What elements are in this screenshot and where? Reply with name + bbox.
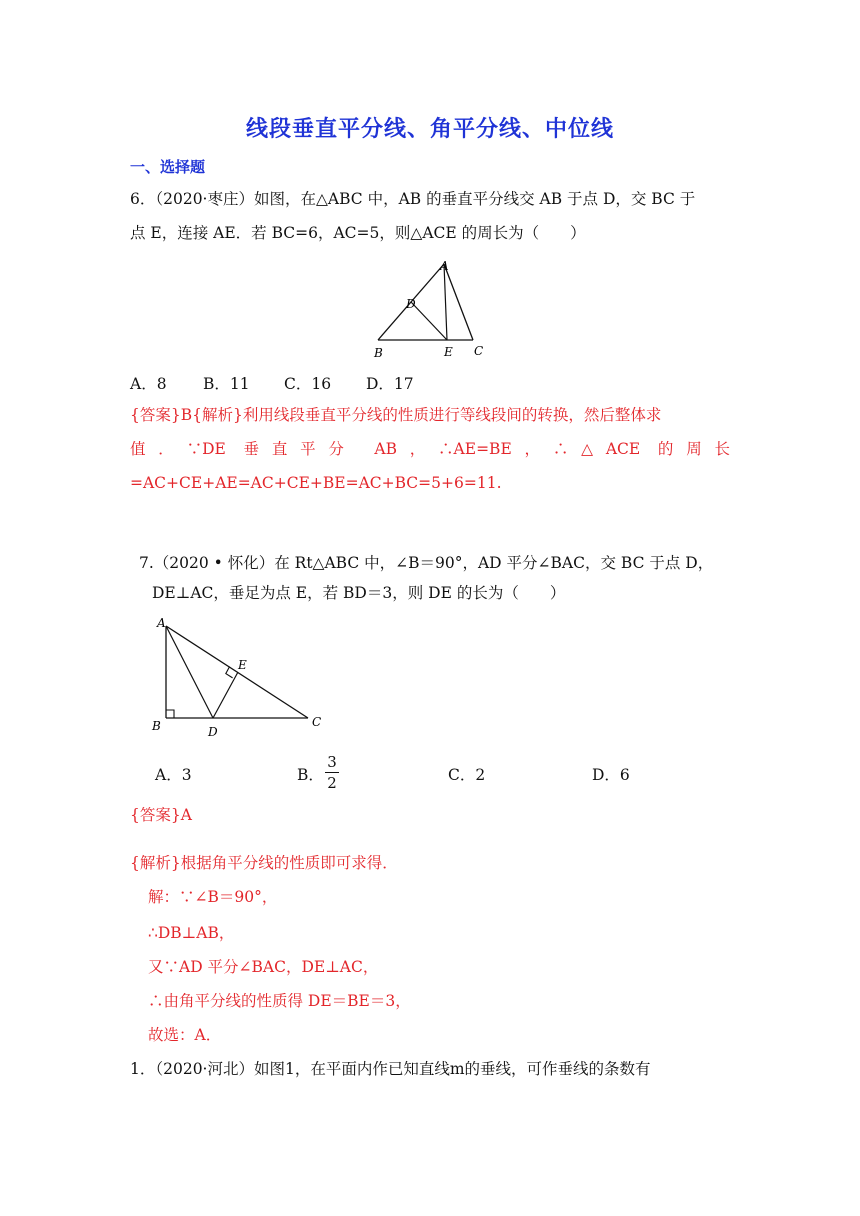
- q1-stem-line1: 1．（2020·河北）如图1，在平面内作已知直线m的垂线，可作垂线的条数有: [130, 1060, 651, 1078]
- q7-right-angle-b: [166, 710, 174, 718]
- q6-label-c: C: [474, 344, 484, 358]
- q6-option-d: D．17: [366, 375, 414, 393]
- q7-analysis: {解析}根据角平分线的性质即可求得．: [130, 854, 398, 872]
- q7-step-4: ∴由角平分线的性质得 DE＝BE＝3，: [148, 992, 411, 1010]
- q7-stem-line2: DE⊥AC，垂足为点 E，若 BD＝3，则 DE 的长为（ ）: [152, 584, 566, 602]
- q7-triangle-figure: [148, 612, 338, 742]
- q7-stem-line1: 7.（2020 • 怀化）在 Rt△ABC 中，∠B＝90°，AD 平分∠BAC，交 BC 于点 D，: [139, 554, 714, 572]
- q7-label-a: A: [157, 616, 166, 630]
- q7-label-d: D: [208, 725, 218, 739]
- q7-label-c: C: [312, 715, 322, 729]
- q7-answer: {答案}A: [130, 806, 192, 824]
- q6-label-d: D: [406, 297, 416, 311]
- q7-label-b: B: [152, 719, 161, 733]
- q7-side-ac: [166, 626, 308, 718]
- q7-option-b-fraction: [325, 754, 339, 791]
- q6-line-de: [411, 302, 447, 340]
- q6-option-a: A．8: [130, 375, 167, 393]
- q7-line-de: [213, 672, 238, 718]
- q7-option-d: D．6: [592, 766, 630, 784]
- q6-stem-line2: 点 E，连接 AE．若 BC=6，AC=5，则△ACE 的周长为（ ）: [130, 224, 586, 242]
- fraction-bar: [325, 772, 339, 773]
- fraction-numerator: 3: [327, 753, 337, 771]
- q6-side-ac: [444, 264, 473, 340]
- q7-option-c: C．2: [448, 766, 486, 784]
- q6-option-b: B．11: [203, 375, 250, 393]
- q6-label-b: B: [374, 346, 383, 360]
- q7-line-ad: [166, 626, 213, 718]
- q7-step-3: 又∵AD 平分∠BAC，DE⊥AC，: [148, 958, 379, 976]
- q6-label-e: E: [444, 345, 453, 359]
- q6-answer-line1: {答案}B{解析}利用线段垂直平分线的性质进行等线段间的转换，然后整体求: [130, 406, 662, 424]
- page-title: 线段垂直平分线、角平分线、中位线: [245, 117, 614, 142]
- q7-label-e: E: [238, 658, 247, 672]
- q7-step-2: ∴DB⊥AB，: [148, 924, 235, 942]
- q6-line-ae: [444, 264, 447, 340]
- q7-step-1: 解：∵∠B＝90°，: [148, 888, 278, 906]
- q7-option-a: A．3: [155, 766, 192, 784]
- q6-option-c: C．16: [284, 375, 332, 393]
- section-heading: 一、选择题: [130, 158, 206, 176]
- fraction-denominator: 2: [327, 774, 337, 792]
- q6-answer-line3: =AC+CE+AE=AC+CE+BE=AC+BC=5+6=11.: [130, 474, 502, 492]
- q6-triangle-figure: [370, 258, 500, 364]
- q6-stem-line1: 6．（2020·枣庄）如图，在△ABC 中，AB 的垂直平分线交 AB 于点 D，交 BC 于: [130, 190, 696, 208]
- q7-step-5: 故选：A．: [148, 1026, 222, 1044]
- q6-label-a: A: [440, 259, 449, 273]
- q6-answer-line2: 值．∵DE 垂直平分 AB，∴AE=BE，∴△ACE 的周长: [130, 440, 730, 458]
- q7-option-b-prefix: B．: [297, 766, 324, 784]
